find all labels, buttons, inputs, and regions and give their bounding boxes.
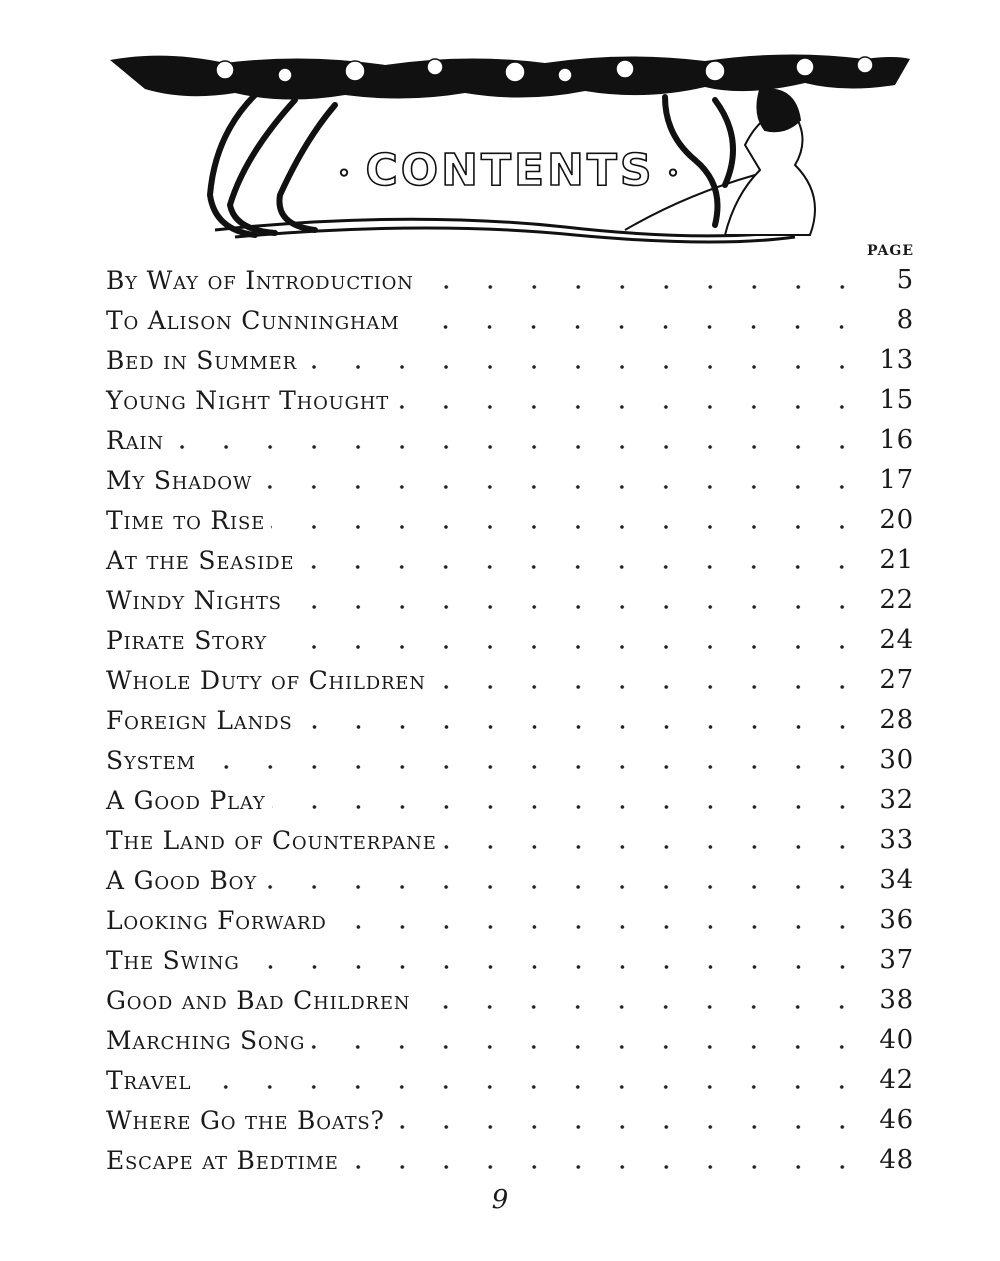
toc-leader-dots (299, 724, 865, 730)
toc-entry (106, 940, 914, 980)
toc-leader-dots (288, 604, 864, 610)
toc-entry (106, 860, 914, 900)
toc-entry (106, 900, 914, 940)
toc-entry-title: At the Seaside (106, 545, 295, 575)
toc-leader-dots (272, 804, 864, 810)
toc-entry-page: 27 (879, 665, 914, 695)
toc-entry-page: 5 (896, 265, 914, 295)
toc-leader-dots (263, 884, 864, 890)
toc-entry (106, 500, 914, 540)
toc-entry (106, 1060, 914, 1100)
toc-entry-title: Good and Bad Children (106, 985, 411, 1015)
toc-entry-title: My Shadow (106, 465, 253, 495)
toc-entry (106, 660, 914, 700)
toc-entry-title: Time to Rise (106, 505, 266, 535)
toc-entry (106, 420, 914, 460)
toc-entry (106, 1100, 914, 1140)
toc-entry (106, 1020, 914, 1060)
toc-entry (106, 380, 914, 420)
toc-entry-page: 42 (879, 1065, 914, 1095)
toc-entry-title: Whole Duty of Children (106, 665, 426, 695)
toc-entry-page: 21 (879, 545, 914, 575)
toc-entry-page: 37 (879, 945, 914, 975)
toc-entry (106, 1140, 914, 1180)
toc-entry-page: 48 (879, 1145, 914, 1175)
toc-entry (106, 820, 914, 860)
toc-leader-dots (345, 1164, 864, 1170)
toc-entry (106, 580, 914, 620)
toc-entry-title: To Alison Cunningham (106, 305, 400, 335)
toc-leader-dots (443, 844, 864, 850)
contents-title (105, 145, 915, 196)
toc-entry (106, 780, 914, 820)
toc-leader-dots (170, 444, 864, 450)
toc-entry-page: 17 (879, 465, 914, 495)
toc-leader-dots (333, 924, 864, 930)
toc-entry-title: Travel (106, 1065, 192, 1095)
toc-entry-page: 13 (879, 345, 914, 375)
toc-leader-dots (311, 1044, 864, 1050)
toc-entry (106, 980, 914, 1020)
toc-leader-dots (405, 324, 864, 330)
toc-entry (106, 740, 914, 780)
toc-entry-page: 16 (879, 425, 914, 455)
toc-leader-dots (246, 964, 864, 970)
toc-entry-title: Escape at Bedtime (106, 1145, 339, 1175)
toc-leader-dots (395, 404, 864, 410)
toc-entry-title: Rain (106, 425, 164, 455)
toc-entry (106, 460, 914, 500)
toc-leader-dots (258, 484, 864, 490)
table-of-contents (106, 260, 914, 1180)
toc-leader-dots (432, 684, 864, 690)
toc-entry-title: The Land of Counterpane (106, 825, 437, 855)
toc-leader-dots (391, 1124, 864, 1130)
toc-entry-title: A Good Play (106, 785, 266, 815)
title-ornament-dot-right: ◦ (666, 161, 683, 185)
toc-entry-title: Looking Forward (106, 905, 327, 935)
toc-entry-title: Marching Song (106, 1025, 306, 1055)
toc-leader-dots (420, 284, 864, 290)
toc-entry (106, 340, 914, 380)
toc-entry-page: 22 (879, 585, 914, 615)
toc-entry (106, 620, 914, 660)
toc-entry-title: The Swing (106, 945, 240, 975)
toc-entry-title: Where Go the Boats? (106, 1105, 385, 1135)
contents-header-illustration (105, 45, 915, 245)
toc-entry-page: 34 (879, 865, 914, 895)
toc-entry-page: 28 (879, 705, 914, 735)
toc-entry (106, 300, 914, 340)
toc-leader-dots (197, 1084, 864, 1090)
toc-entry (106, 260, 914, 300)
toc-entry-page: 24 (879, 625, 914, 655)
toc-leader-dots (202, 764, 864, 770)
toc-entry-title: Pirate Story (106, 625, 267, 655)
page-column-label: PAGE (867, 243, 914, 259)
toc-entry-title: Foreign Lands (106, 705, 293, 735)
toc-leader-dots (303, 364, 864, 370)
toc-entry-page: 38 (879, 985, 914, 1015)
title-ornament-dot-left: ◦ (337, 161, 354, 185)
toc-entry-page: 40 (879, 1025, 914, 1055)
contents-title-text: CONTENTS (365, 145, 655, 196)
toc-leader-dots (273, 644, 864, 650)
toc-entry-title: By Way of Introduction (106, 265, 414, 295)
toc-entry-page: 20 (879, 505, 914, 535)
toc-entry-page: 8 (896, 305, 914, 335)
toc-entry-page: 46 (879, 1105, 914, 1135)
toc-entry-page: 15 (879, 385, 914, 415)
toc-entry-title: Young Night Thought (106, 385, 390, 415)
toc-entry (106, 700, 914, 740)
toc-entry (106, 540, 914, 580)
page-number: 9 (491, 1185, 509, 1215)
toc-leader-dots (416, 1004, 864, 1010)
toc-entry-title: A Good Boy (106, 865, 257, 895)
toc-entry-title: Bed in Summer (106, 345, 297, 375)
toc-entry-page: 36 (879, 905, 914, 935)
toc-leader-dots (300, 564, 864, 570)
toc-entry-title: Windy Nights (106, 585, 282, 615)
toc-entry-page: 33 (879, 825, 914, 855)
toc-leader-dots (271, 524, 864, 530)
toc-entry-page: 32 (879, 785, 914, 815)
toc-entry-page: 30 (879, 745, 914, 775)
toc-entry-title: System (106, 745, 196, 775)
